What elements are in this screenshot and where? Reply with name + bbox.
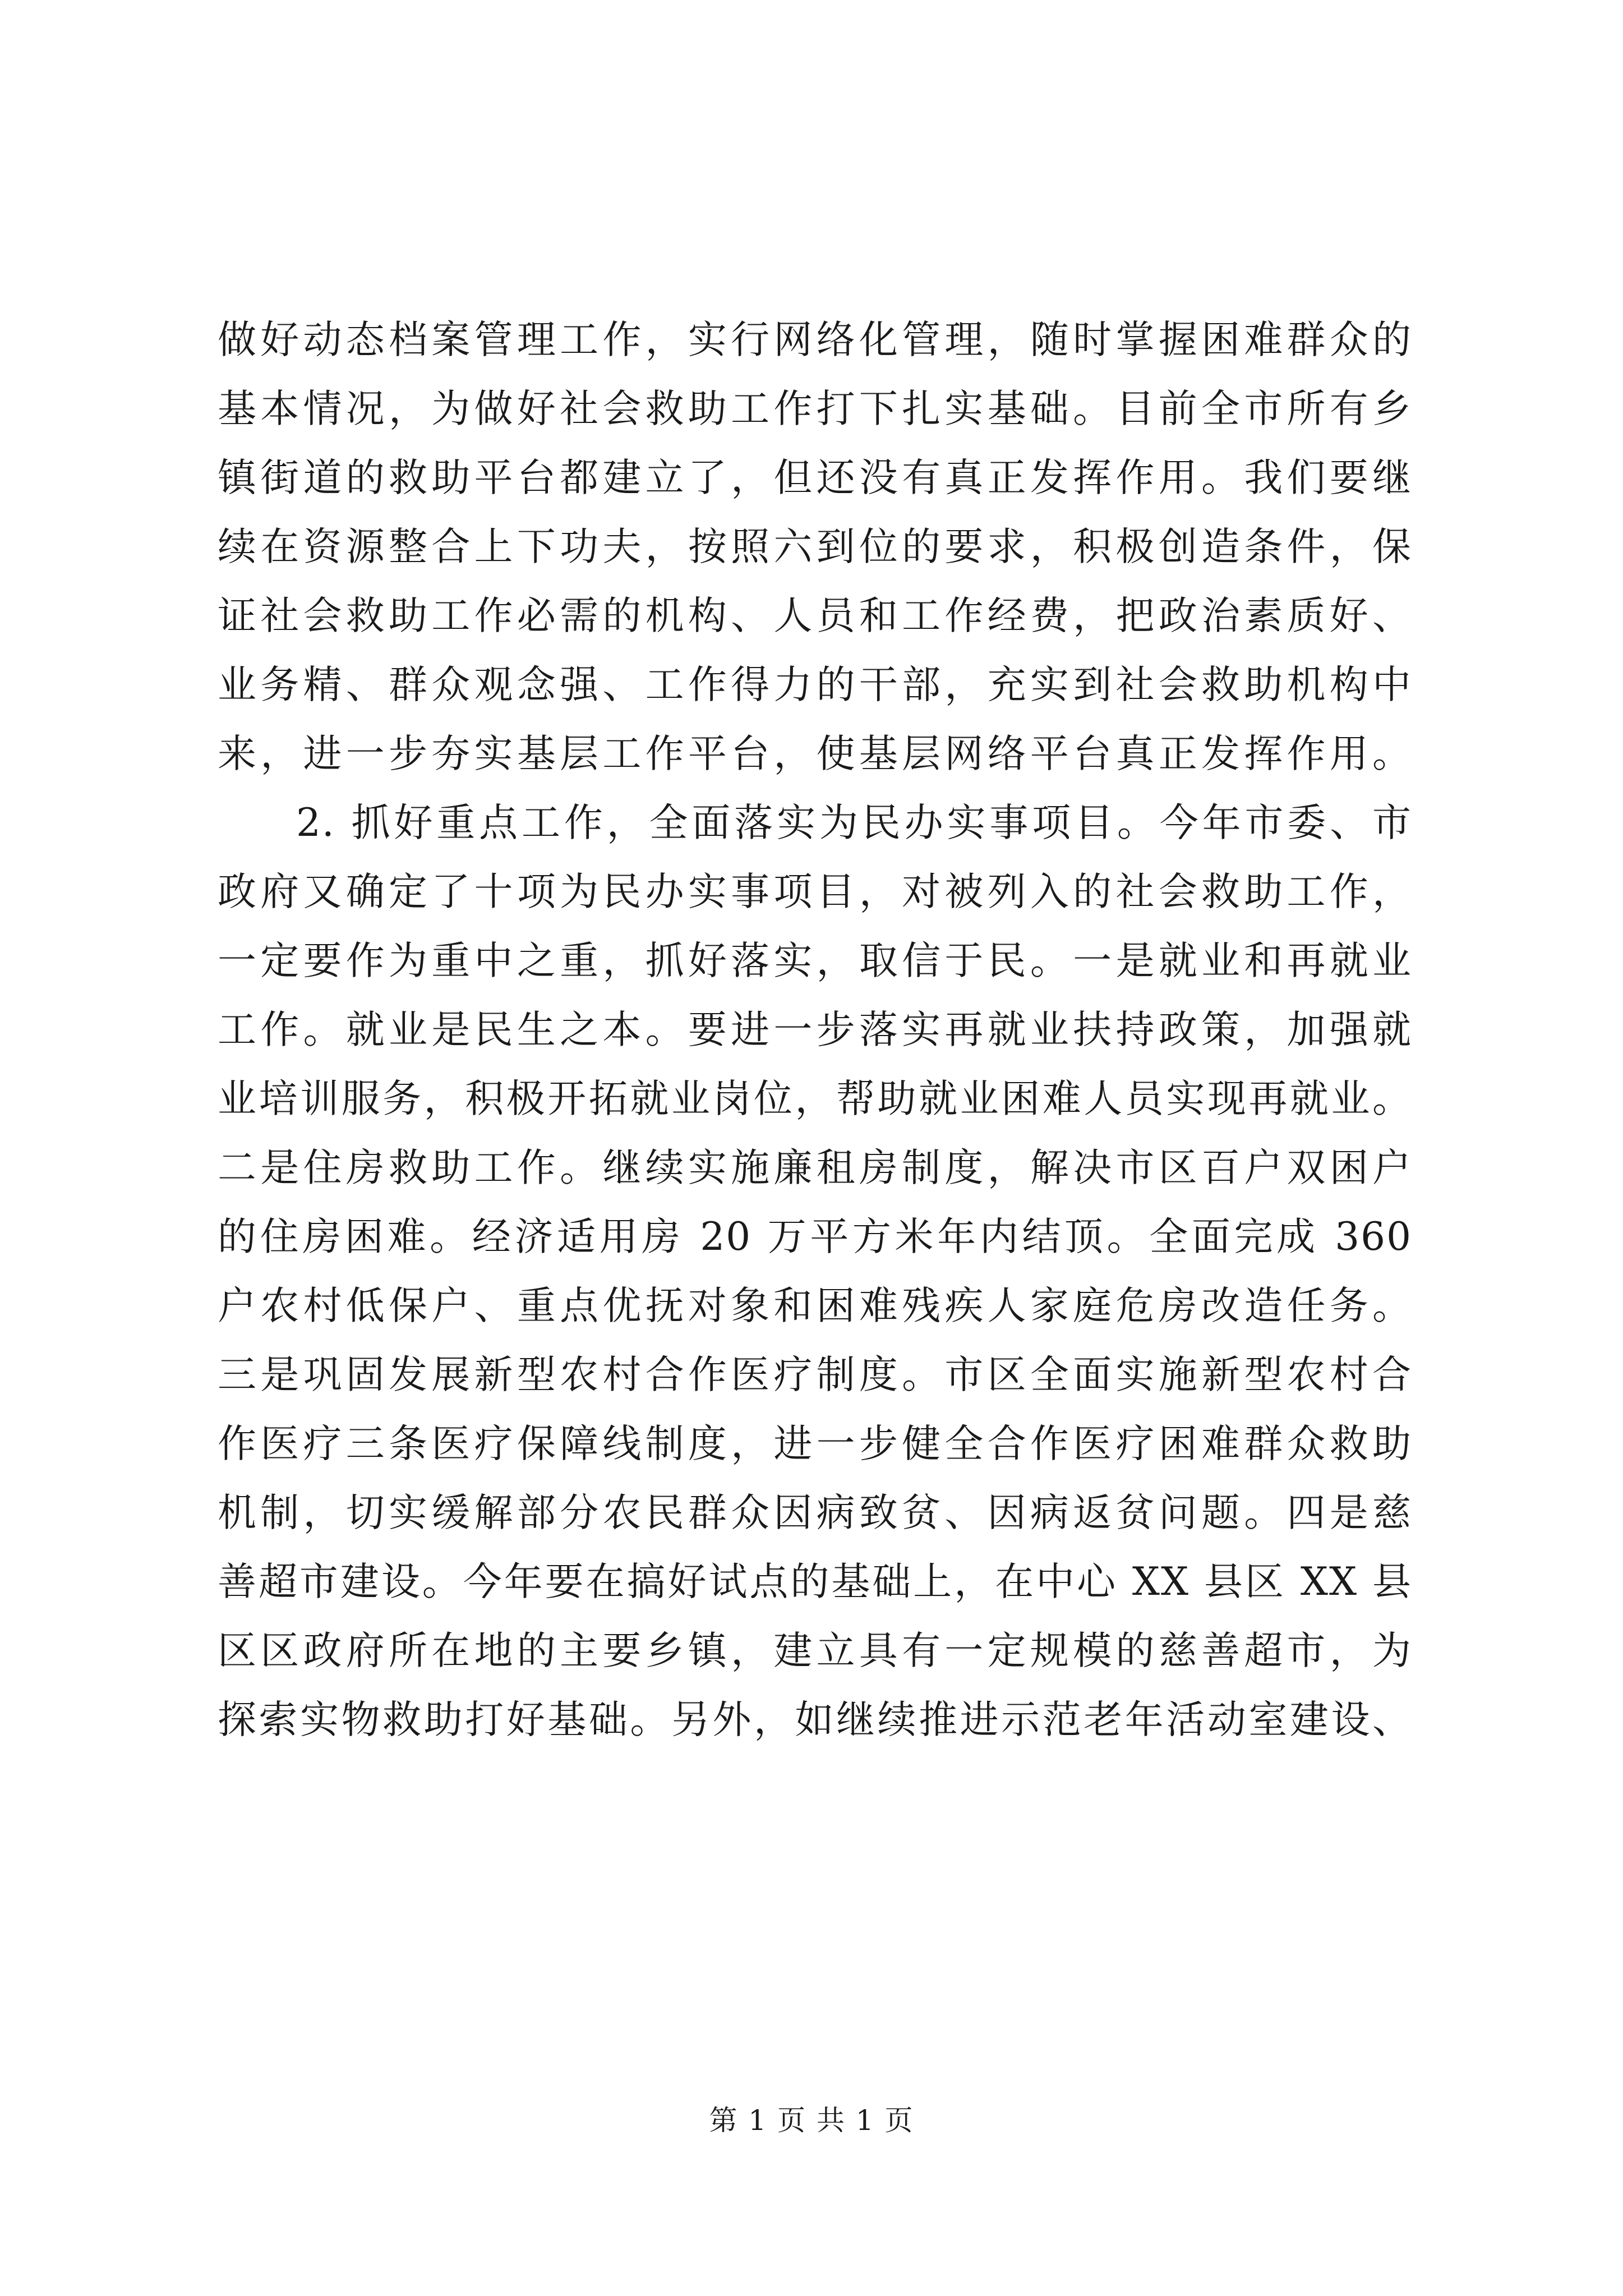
text-line: 善超市建设。今年要在搞好试点的基础上，在中心 XX 县区 XX 县: [218, 1559, 1412, 1604]
text-line: 三是巩固发展新型农村合作医疗制度。市区全面实施新型农村合: [218, 1352, 1412, 1397]
text-line: 来，进一步夯实基层工作平台，使基层网络平台真正发挥作用。: [218, 731, 1412, 776]
text-line: 证社会救助工作必需的机构、人员和工作经费，把政治素质好、: [218, 593, 1412, 638]
text-line: 一定要作为重中之重，抓好落实，取信于民。一是就业和再就业: [218, 938, 1412, 983]
paragraph-start-line: 2. 抓好重点工作，全面落实为民办实事项目。今年市委、市: [296, 800, 1412, 845]
text-line: 业务精、群众观念强、工作得力的干部，充实到社会救助机构中: [218, 662, 1412, 707]
text-line: 区区政府所在地的主要乡镇，建立具有一定规模的慈善超市，为: [218, 1628, 1412, 1673]
page-number-footer: 第 1 页 共 1 页: [709, 2104, 914, 2137]
text-line: 二是住房救助工作。继续实施廉租房制度，解决市区百户双困户: [218, 1145, 1412, 1190]
text-line: 基本情况，为做好社会救助工作打下扎实基础。目前全市所有乡: [218, 386, 1412, 431]
text-line: 做好动态档案管理工作，实行网络化管理，随时掌握困难群众的: [218, 318, 1412, 362]
text-line: 户农村低保户、重点优抚对象和困难残疾人家庭危房改造任务。: [218, 1283, 1412, 1328]
text-line: 作医疗三条医疗保障线制度，进一步健全合作医疗困难群众救助: [218, 1421, 1412, 1466]
text-line: 镇街道的救助平台都建立了，但还没有真正发挥作用。我们要继: [218, 455, 1412, 500]
body-text: [218, 306, 1412, 1755]
text-line: 探索实物救助打好基础。另外，如继续推进示范老年活动室建设、: [218, 1697, 1412, 1742]
text-line: 续在资源整合上下功夫，按照六到位的要求，积极创造条件，保: [218, 524, 1412, 569]
text-line: 工作。就业是民生之本。要进一步落实再就业扶持政策，加强就: [218, 1007, 1412, 1052]
text-line: 业培训服务，积极开拓就业岗位，帮助就业困难人员实现再就业。: [218, 1076, 1412, 1121]
text-line: 机制，切实缓解部分农民群众因病致贫、因病返贫问题。四是慈: [218, 1490, 1412, 1535]
text-line: 政府又确定了十项为民办实事项目，对被列入的社会救助工作，: [218, 869, 1412, 914]
text-line: 的住房困难。经济适用房 20 万平方米年内结顶。全面完成 360: [218, 1214, 1412, 1259]
